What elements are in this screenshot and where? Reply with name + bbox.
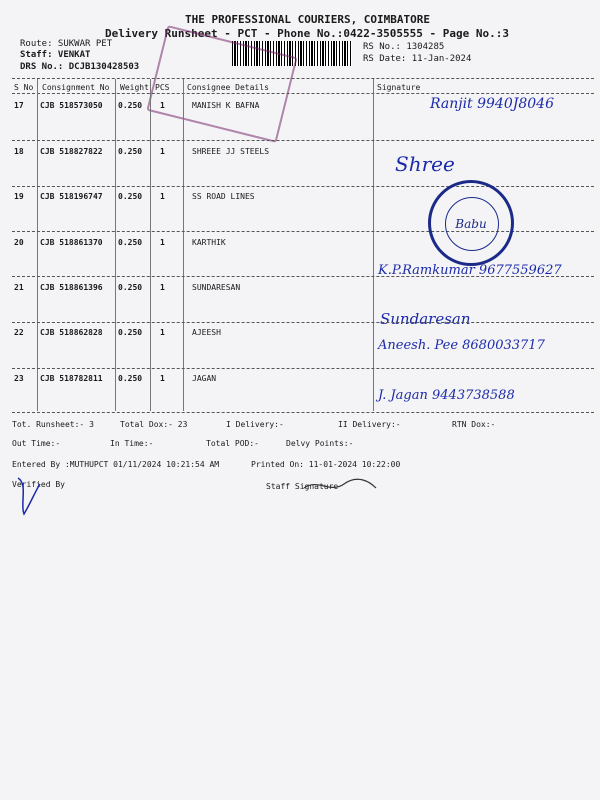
drs-number: DRS No.: DCJB130428503 [20,62,140,72]
row-pcs: 1 [160,328,165,337]
col-sno: S No [14,83,34,92]
total-dox: Total Dox:- 23 [120,420,188,429]
out-time: Out Time:- [12,439,61,448]
row-pcs: 1 [160,192,165,201]
row-rule [12,140,594,141]
row-signature: Shree [395,152,455,176]
col-divider [373,79,374,411]
rtn-dox: RTN Dox:- [452,420,496,429]
row-consignee: AJEESH [192,328,221,337]
row-signature: Sundaresan [380,310,471,328]
total-pod: Total POD:- [206,439,259,448]
row-consignment: CJB 518862828 [40,328,103,337]
col-consignment: Consignment No [42,83,110,92]
row-rule [12,186,594,187]
row-consignment: CJB 518573050 [40,101,103,110]
row-consignee: KARTHIK [192,238,226,247]
row-pcs: 1 [160,147,165,156]
seal-signature: Babu [455,217,487,231]
rs-date: RS Date: 11-Jan-2024 [363,54,472,64]
delivery-points: Delvy Points:- [286,439,354,448]
header-bottom-rule [12,93,594,94]
row-weight: 0.250 [118,238,143,247]
route-label: Route: SUKWAR PET [20,39,113,49]
table-bottom-rule [12,412,594,413]
row-consignment: CJB 518861396 [40,283,103,292]
rs-number: RS No.: 1304285 [363,42,445,52]
verified-signature-mark [10,474,50,518]
row-sno: 19 [14,192,24,201]
col-divider [150,79,151,411]
row-consignment: CJB 518196747 [40,192,103,201]
staff-label: Staff: VENKAT [20,50,91,60]
col-weight: Weight [120,83,149,92]
row-sno: 22 [14,328,24,337]
company-name: THE PROFESSIONAL COURIERS, COIMBATORE [185,13,431,26]
row-consignee: MANISH K BAFNA [192,101,260,110]
row-sno: 17 [14,101,24,110]
row-pcs: 1 [160,238,165,247]
second-delivery: II Delivery:- [338,420,401,429]
row-consignee: SUNDARESAN [192,283,241,292]
entered-by: Entered By :MUTHUPCT 01/11/2024 10:21:54 AM [12,460,220,469]
row-sno: 18 [14,147,24,156]
row-consignment: CJB 518782811 [40,374,103,383]
row-rule [12,276,594,277]
col-divider [37,79,38,411]
row-weight: 0.250 [118,328,143,337]
company-seal [428,180,514,266]
row-pcs: 1 [160,283,165,292]
row-weight: 0.250 [118,283,143,292]
header-top-rule [12,78,594,79]
row-consignment: CJB 518861370 [40,238,103,247]
row-weight: 0.250 [118,374,143,383]
row-signature: J. Jagan 9443738588 [378,388,515,403]
row-pcs: 1 [160,374,165,383]
row-rule [12,368,594,369]
row-signature: Aneesh. Pee 8680033717 [378,338,545,353]
col-divider [183,79,184,411]
row-weight: 0.250 [118,101,143,110]
row-consignee: JAGAN [192,374,217,383]
in-time: In Time:- [110,439,154,448]
row-weight: 0.250 [118,147,143,156]
row-sno: 21 [14,283,24,292]
row-sno: 23 [14,374,24,383]
row-consignee: SHREEE JJ STEELS [192,147,270,156]
row-weight: 0.250 [118,192,143,201]
row-pcs: 1 [160,101,165,110]
runsheet-subtitle: Delivery Runsheet - PCT - Phone No.:0422-3505555 - Page No.:3 [105,27,509,40]
row-signature: Ranjit 9940J8046 [430,96,554,112]
col-pcs: PCS [155,83,170,92]
total-runsheet: Tot. Runsheet:- 3 [12,420,94,429]
row-rule [12,322,594,323]
printed-on: Printed On: 11-01-2024 10:22:00 [251,460,401,469]
col-divider [115,79,116,411]
row-consignment: CJB 518827822 [40,147,103,156]
verified-by: Verified By [12,480,65,489]
staff-signature-mark [300,476,380,496]
col-signature: Signature [377,83,421,92]
row-sno: 20 [14,238,24,247]
col-consignee: Consignee Details [187,83,269,92]
row-consignee: SS ROAD LINES [192,192,255,201]
row-signature: K.P.Ramkumar 9677559627 [378,263,562,278]
first-delivery: I Delivery:- [226,420,284,429]
staff-signature-label: Staff Signature [266,482,339,491]
